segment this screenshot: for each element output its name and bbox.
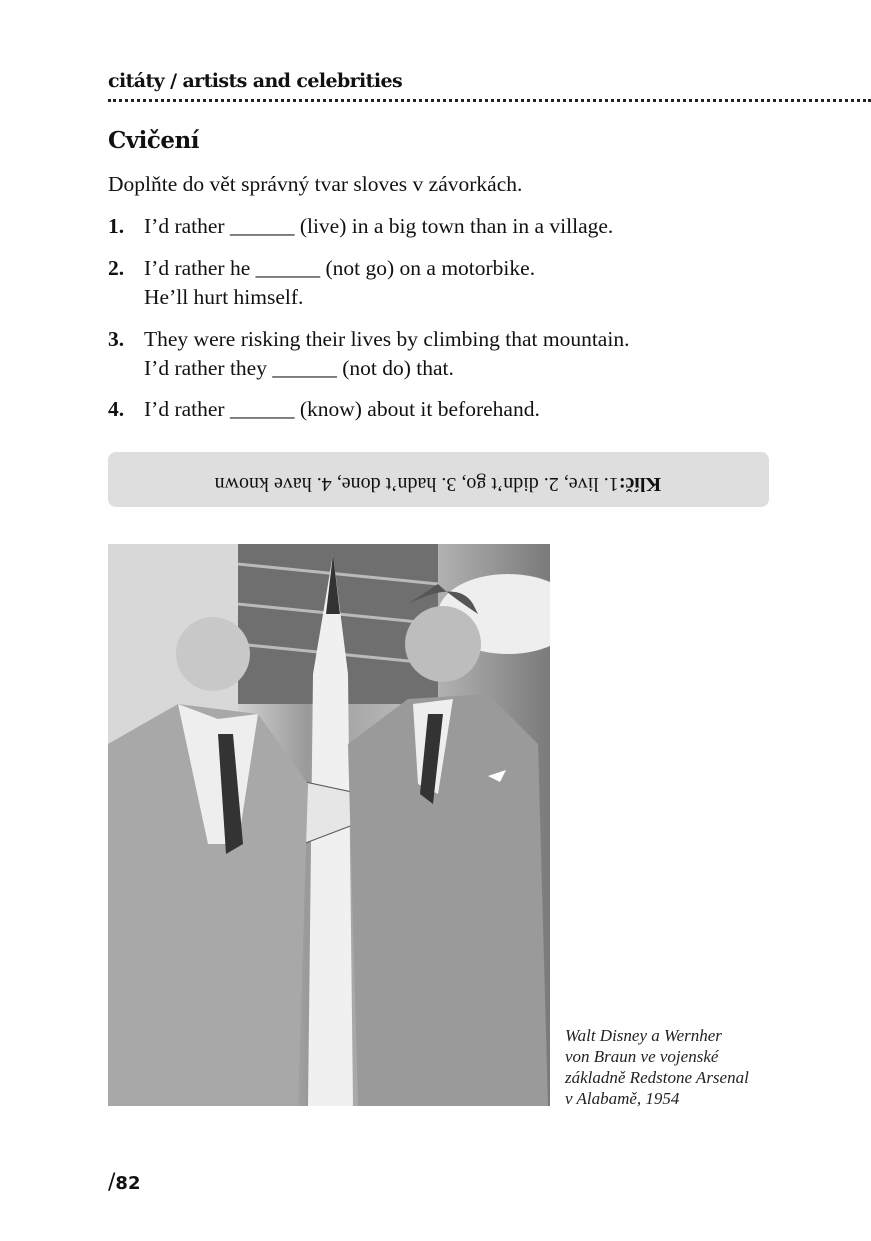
page-number (108, 1170, 140, 1195)
answer-key-upside-down (108, 452, 769, 507)
page-number-value: 82 (115, 1173, 141, 1194)
exercise-item (108, 395, 540, 424)
item-text: He’ll hurt himself. (144, 285, 304, 309)
exercise-item (108, 325, 629, 383)
exercise-item (108, 254, 535, 312)
caption-line: von Braun ve vojenské (565, 1047, 719, 1066)
item-number: 3. (108, 327, 125, 351)
item-number: 1. (108, 214, 125, 238)
answer-key-box (108, 452, 769, 507)
item-number: 4. (108, 397, 125, 421)
item-number: 2. (108, 256, 125, 280)
caption-line: základně Redstone Arsenal (565, 1068, 749, 1087)
caption-line: v Alabamě, 1954 (565, 1089, 680, 1108)
photo-illustration (108, 544, 550, 1106)
item-text: I’d rather they ______ (not do) that. (144, 356, 454, 380)
photo-caption (565, 1025, 749, 1109)
answer-key-label: Klíč: (618, 473, 661, 495)
answer-key-text: 1. live, 2. didn’t go, 3. hadn’t done, 4. have known (214, 473, 619, 495)
page-number-slash: / (108, 1170, 116, 1195)
exercise-title: Cvičení (108, 127, 200, 154)
item-text: I’d rather ______ (live) in a big town than in a village. (144, 214, 614, 238)
caption-line: Walt Disney a Wernher (565, 1026, 722, 1045)
exercise-instruction: Doplňte do vět správný tvar sloves v závorkách. (108, 172, 523, 196)
section-header: citáty / artists and celebrities (108, 70, 403, 92)
item-text: They were risking their lives by climbing that mountain. (144, 327, 630, 351)
item-text: I’d rather he ______ (not go) on a motorbike. (144, 256, 536, 280)
exercise-item (108, 212, 613, 241)
photo-disney-von-braun (108, 544, 550, 1106)
dotted-divider (108, 99, 871, 102)
item-text: I’d rather ______ (know) about it beforehand. (144, 397, 540, 421)
